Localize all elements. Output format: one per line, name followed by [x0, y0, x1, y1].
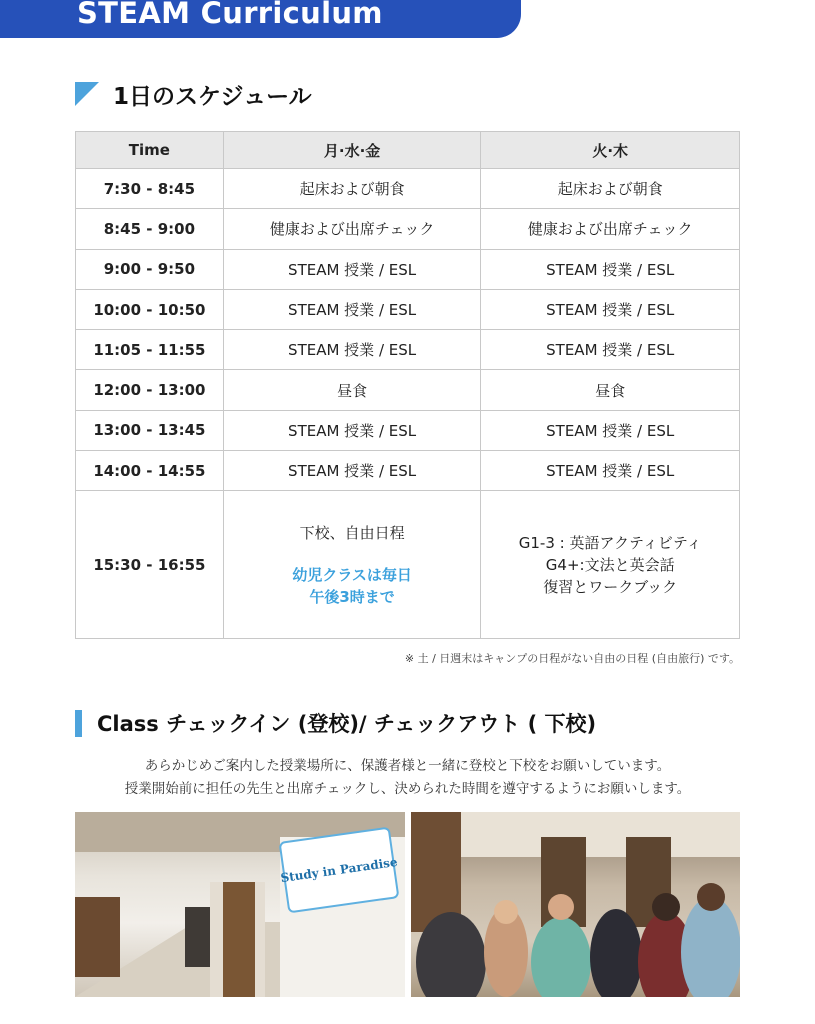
banner-text: Study in Paradise	[279, 854, 399, 886]
time-cell: 10:00 - 10:50	[76, 289, 224, 329]
mwf-cell	[223, 491, 481, 639]
kindergarten-note-line2: 午後3時まで	[309, 587, 395, 606]
mwf-cell: STEAM 授業 / ESL	[223, 410, 481, 450]
table-row	[76, 249, 740, 289]
mwf-cell: STEAM 授業 / ESL	[223, 249, 481, 289]
time-cell: 7:30 - 8:45	[76, 169, 224, 209]
table-row	[76, 491, 740, 639]
section-bar-icon	[75, 710, 82, 737]
time-cell: 13:00 - 13:45	[76, 410, 224, 450]
hallway-photo	[75, 812, 405, 997]
schedule-footnote: ※ 土 / 日週末はキャンプの日程がない自由の日程 (自由旅行) です。	[404, 652, 740, 665]
kindergarten-note-line1: 幼児クラスは毎日	[292, 565, 412, 584]
column-header-mwf: 月·水·金	[223, 132, 481, 169]
tt-line1: G1-3 : 英語アクティビティ	[518, 533, 702, 552]
tt-cell: 起床および朝食	[481, 169, 740, 209]
schedule-section-title: 1日のスケジュール	[113, 84, 312, 110]
mwf-cell: 健康および出席チェック	[223, 209, 481, 249]
mwf-cell: 起床および朝食	[223, 169, 481, 209]
table-row	[76, 169, 740, 209]
checkin-crowd-photo	[411, 812, 740, 997]
schedule-table	[75, 131, 740, 639]
tt-cell: STEAM 授業 / ESL	[481, 410, 740, 450]
tt-cell: STEAM 授業 / ESL	[481, 451, 740, 491]
tt-cell: 健康および出席チェック	[481, 209, 740, 249]
table-row	[76, 209, 740, 249]
time-cell: 15:30 - 16:55	[76, 491, 224, 639]
table-row	[76, 289, 740, 329]
table-row	[76, 410, 740, 450]
checkin-description-line2: 授業開始前に担任の先生と出席チェックし、決められた時間を遵守するようにお願いします。	[124, 781, 691, 797]
tt-line3: 復習とワークブック	[543, 577, 678, 596]
page-title: STEAM Curriculum	[77, 0, 383, 30]
time-cell: 9:00 - 9:50	[76, 249, 224, 289]
tt-cell: 昼食	[481, 370, 740, 410]
time-cell: 8:45 - 9:00	[76, 209, 224, 249]
mwf-cell: STEAM 授業 / ESL	[223, 289, 481, 329]
study-in-paradise-banner	[279, 827, 400, 914]
column-header-time: Time	[76, 132, 224, 169]
tt-cell: STEAM 授業 / ESL	[481, 249, 740, 289]
table-row	[76, 370, 740, 410]
tt-cell: STEAM 授業 / ESL	[481, 330, 740, 370]
checkin-description-line1: あらかじめご案内した授業場所に、保護者様と一緒に登校と下校をお願いしています。	[144, 758, 671, 774]
mwf-cell: 昼食	[223, 370, 481, 410]
table-header-row	[76, 132, 740, 169]
time-cell: 12:00 - 13:00	[76, 370, 224, 410]
table-row	[76, 330, 740, 370]
tt-cell: STEAM 授業 / ESL	[481, 289, 740, 329]
time-cell: 11:05 - 11:55	[76, 330, 224, 370]
tt-line2: G4+:文法と英会話	[545, 555, 675, 574]
table-row	[76, 451, 740, 491]
section-triangle-icon	[75, 82, 99, 106]
checkin-section-title: Class チェックイン (登校)/ チェックアウト ( 下校)	[97, 712, 597, 736]
time-cell: 14:00 - 14:55	[76, 451, 224, 491]
mwf-cell: STEAM 授業 / ESL	[223, 330, 481, 370]
tt-cell	[481, 491, 740, 639]
mwf-cell: STEAM 授業 / ESL	[223, 451, 481, 491]
mwf-main-text: 下校、自由日程	[299, 523, 405, 542]
column-header-tt: 火·木	[481, 132, 740, 169]
